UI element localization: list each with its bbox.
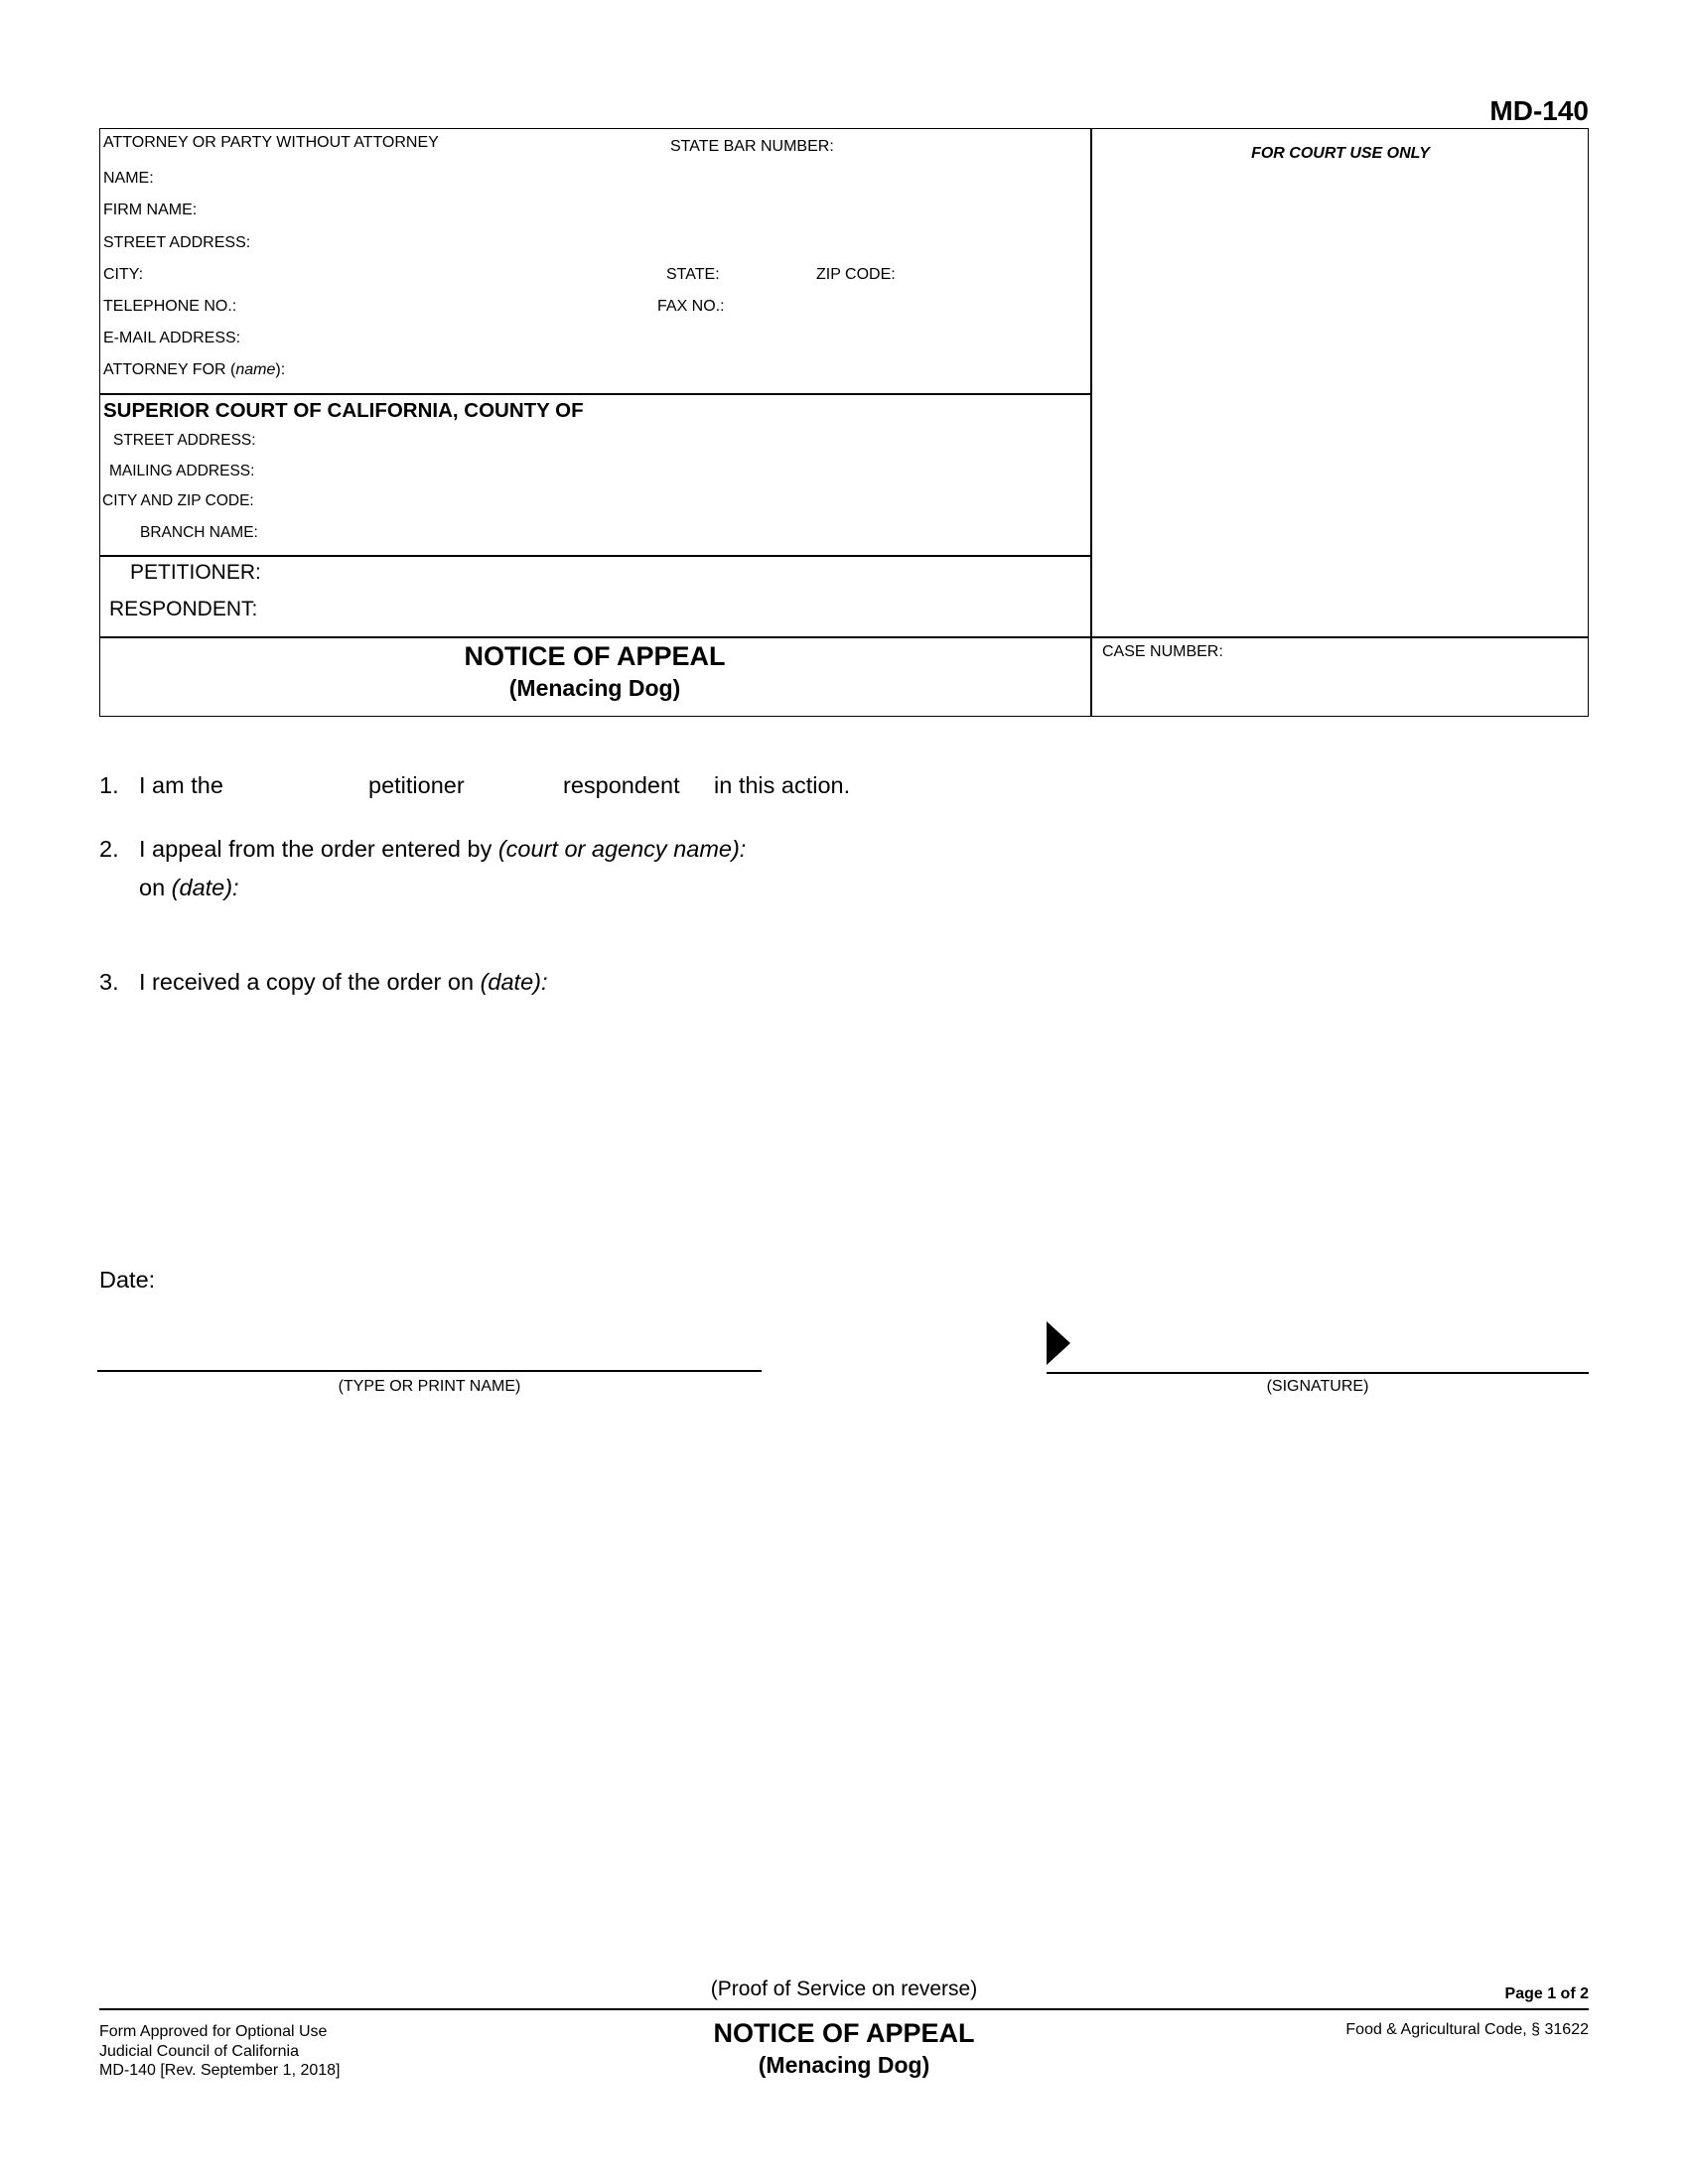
column-divider [1090, 128, 1092, 717]
item-2-number: 2. [99, 836, 119, 862]
item-3-text: I received a copy of the order on (date): [139, 969, 548, 995]
item-1-prefix: I am the [139, 772, 223, 798]
option-petitioner[interactable]: petitioner [368, 772, 465, 798]
form-number: MD-140 [1489, 95, 1589, 126]
page-number: Page 1 of 2 [1504, 1985, 1589, 2002]
court-use-only-label: FOR COURT USE ONLY [1251, 145, 1430, 162]
footer-code-reference: Food & Agricultural Code, § 31622 [1345, 2021, 1589, 2038]
divider-parties-section [99, 555, 1090, 557]
option-respondent[interactable]: respondent [563, 772, 680, 798]
footer-line-2: Judicial Council of California [99, 2042, 299, 2060]
court-title: SUPERIOR COURT OF CALIFORNIA, COUNTY OF [103, 399, 584, 422]
footer-subtitle: (Menacing Dog) [758, 2052, 930, 2078]
divider-court-section [99, 393, 1090, 395]
court-city-zip-label: CITY AND ZIP CODE: [102, 492, 254, 509]
email-label: E-MAIL ADDRESS: [103, 330, 241, 346]
attorney-for-label: ATTORNEY FOR (name): [103, 361, 286, 378]
item-1-number: 1. [99, 772, 119, 798]
respondent-label: RESPONDENT: [109, 598, 258, 620]
print-name-line[interactable] [97, 1370, 762, 1372]
item-3-number: 3. [99, 969, 119, 995]
print-name-caption: (TYPE OR PRINT NAME) [338, 1378, 521, 1395]
city-label: CITY: [103, 266, 144, 283]
proof-of-service-note: (Proof of Service on reverse) [710, 1978, 978, 2000]
footer-line-3: MD-140 [Rev. September 1, 2018] [99, 2062, 341, 2079]
telephone-label: TELEPHONE NO.: [103, 298, 237, 315]
form-subtitle: (Menacing Dog) [508, 675, 681, 701]
footer-divider [99, 2008, 1589, 2010]
petitioner-label: PETITIONER: [130, 561, 261, 584]
item-2-date: on (date): [139, 875, 239, 900]
signature-arrow-icon [1047, 1321, 1070, 1365]
firm-name-label: FIRM NAME: [103, 202, 198, 218]
street-address-label: STREET ADDRESS: [103, 234, 251, 251]
signature-caption: (SIGNATURE) [1266, 1378, 1369, 1395]
court-mailing-address-label: MAILING ADDRESS: [109, 463, 255, 479]
item-2-text: I appeal from the order entered by (court or agency name): [139, 836, 747, 862]
fax-label: FAX NO.: [657, 298, 725, 315]
case-number-label: CASE NUMBER: [1102, 643, 1223, 660]
court-branch-name-label: BRANCH NAME: [140, 524, 258, 541]
item-1-suffix: in this action. [714, 772, 851, 798]
zip-code-label: ZIP CODE: [816, 266, 896, 283]
divider-title-section [99, 636, 1589, 638]
name-label: NAME: [103, 170, 154, 187]
date-label: Date: [99, 1267, 156, 1293]
state-label: STATE: [666, 266, 720, 283]
state-bar-number-label: STATE BAR NUMBER: [670, 138, 834, 155]
footer-approval-info [99, 2022, 341, 2081]
attorney-header: ATTORNEY OR PARTY WITHOUT ATTORNEY [103, 134, 439, 151]
footer-title: NOTICE OF APPEAL [713, 2018, 975, 2048]
form-title: NOTICE OF APPEAL [464, 641, 726, 671]
court-street-address-label: STREET ADDRESS: [113, 432, 256, 449]
footer-line-1: Form Approved for Optional Use [99, 2023, 328, 2040]
signature-line[interactable] [1047, 1372, 1589, 1374]
